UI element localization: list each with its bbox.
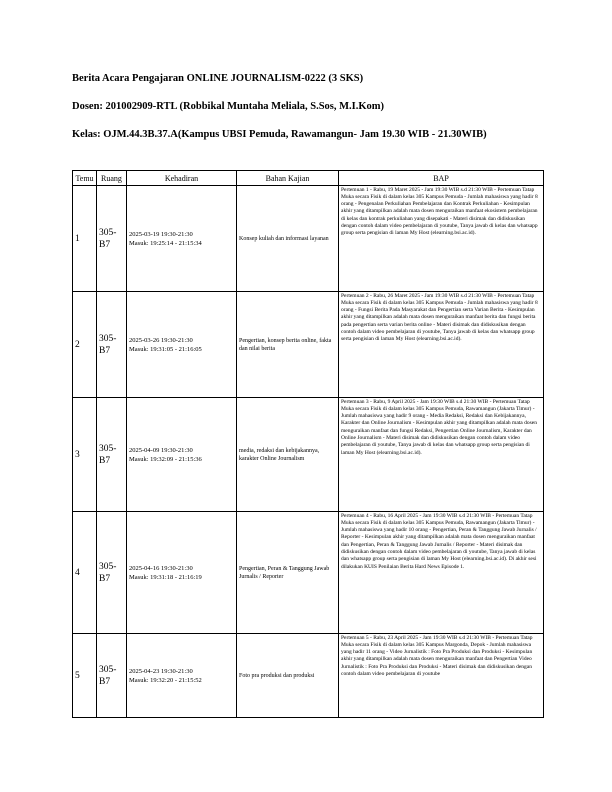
bap-text: Pertemuan 4 - Rabu, 16 April 2025 - Jam 19:30 WIB s.d 21:30 WIB - Pertemuan Tatap Muka secara Fisik di dalam kelas 305 Kampus Pemuda, Rawamangun (Jakarta Timur) - Jumlah mahasiswa yang hadir 10 orang - Pengertian, Peran & Tanggung Jawab Jurnalis / Reporter - Kesimpulan akhir yang ditampilkan adalah mata dosen menguraikan manfaat dan Pengertian, Peran & Tanggung Jawab Jurnalis / Reporter - Materi disimak dan didiskusikan dengan contoh dalam video pembelajaran di youtube, Tanya jawab di kelas dan whatsapp group serta pengisian di laman My Host (elearning.bsi.ac.id). Di akhir sesi dilakukan KUIS Penilaian Berita Hard News Episode 1. <box>341 512 537 570</box>
col-header-kehadiran: Kehadiran <box>127 171 237 186</box>
table-row <box>73 634 544 718</box>
schedule-time: 2025-04-16 19:30-21:30 <box>129 564 193 572</box>
cell-temu: 5 <box>73 634 97 718</box>
bap-text: Pertemuan 5 - Rabu, 23 April 2025 - Jam 19:30 WIB s.d 21:30 WIB - Pertemuan Tatap Muka secara Fisik di dalam kelas 305 Kampus Margonda, Depok - Jumlah mahasiswa yang hadir 11 orang - Video Jurnalistik : Foto Pra Produksi dan Produksi - Kesimpulan akhir yang ditampilkan adalah mata dosen menguraikan manfaat dan Pengertian Video Jurnalistik : Foto Pra Produksi dan Produksi - Materi disimak dan didiskusikan dengan contoh dalam video pembelajaran di youtube <box>341 634 533 677</box>
schedule-time: 2025-03-19 19:30-21:30 <box>129 230 193 238</box>
cell-ruang: 305-B7 <box>97 512 127 634</box>
cell-temu: 2 <box>73 292 97 398</box>
table-header-row <box>73 171 544 186</box>
cell-kehadiran <box>127 512 237 634</box>
cell-bap <box>339 186 544 292</box>
cell-bahan-kajian: Pengertian, konsep berita online, fakta dan nilai berita <box>237 292 339 398</box>
cell-ruang: 305-B7 <box>97 186 127 292</box>
schedule-time: 2025-04-09 19:30-21:30 <box>129 446 193 454</box>
cell-bahan-kajian: Pengertian, Peran & Tanggung Jawab Jurnalis / Reporter <box>237 512 339 634</box>
cell-kehadiran <box>127 292 237 398</box>
document-title: Berita Acara Pengajaran ONLINE JOURNALISM-0222 (3 SKS) <box>72 73 364 84</box>
cell-kehadiran <box>127 634 237 718</box>
cell-kehadiran <box>127 398 237 512</box>
cell-ruang: 305-B7 <box>97 634 127 718</box>
cell-bahan-kajian: media, redaksi dan kebijakannya, karakter Online Journalism <box>237 398 339 512</box>
schedule-time: 2025-04-23 19:30-21:30 <box>129 667 193 675</box>
col-header-ruang: Ruang <box>97 171 127 186</box>
bap-text: Pertemuan 1 - Rabu, 19 Maret 2025 - Jam 19:30 WIB s.d 21:30 WIB - Pertemuan Tatap Muka secara Fisik di dalam kelas 305 Kampus Pemuda - Jumlah mahasiswa yang hadir 8 orang - Pengenalan Perkuliahan Pembelajaran dan Kontrak Perkuliahan - Kesimpulan akhir yang ditampilkan adalah mata dosen menguraikan manfaat ekosistem pembelajaran di kelas dan kontrak perkuliahan yang disepakati - Materi disimak dan didiskusikan dengan contoh dalam video pembelajaran di youtube, Tanya jawab di kelas dan whatsapp group serta pengisian di laman My Host (elearning.bsi.ac.id). <box>341 186 538 237</box>
attendance-time: Masuk: 19:31:18 - 21:16:19 <box>129 573 202 581</box>
cell-bahan-kajian: Konsep kuliah dan informasi layanan <box>237 186 339 292</box>
col-header-bahan-kajian: Bahan Kajian <box>237 171 339 186</box>
col-header-temu: Temu <box>73 171 97 186</box>
schedule-time: 2025-03-26 19:30-21:30 <box>129 336 193 344</box>
class-line: Kelas: OJM.44.3B.37.A(Kampus UBSI Pemuda, Rawamangun- Jam 19.30 WIB - 21.30WIB) <box>72 129 487 140</box>
cell-ruang: 305-B7 <box>97 398 127 512</box>
cell-bahan-kajian: Foto pra produksi dan produksi <box>237 634 339 718</box>
bap-table <box>72 170 544 718</box>
cell-bap <box>339 398 544 512</box>
attendance-time: Masuk: 19:31:05 - 21:16:05 <box>129 345 202 353</box>
cell-temu: 3 <box>73 398 97 512</box>
attendance-time: Masuk: 19:25:14 - 21:15:34 <box>129 239 202 247</box>
cell-temu: 1 <box>73 186 97 292</box>
cell-bap <box>339 292 544 398</box>
table-row <box>73 186 544 292</box>
bap-text: Pertemuan 3 - Rabu, 9 April 2025 - Jam 19:30 WIB s.d 21:30 WIB - Pertemuan Tatap Muka secara Fisik di dalam kelas 305 Kampus Pemuda, Rawamangun (Jakarta Timur) - Jumlah mahasiswa yang hadir 9 orang - Media Redaksi, Redaksi dan Kebijakannya, Karakter dan Online Journalism - Kesimpulan akhir yang ditampilkan adalah mata dosen menguraikan manfaat dan fungsi Redaksi, Pengertian Online Journalism, Karakter dan Online Journalism - Materi disimak dan didiskusikan dengan contoh dalam video pembelajaran di youtube, Tanya jawab di kelas dan whatsapp group serta pengisian di laman My Host (elearning.bsi.ac.id). <box>341 398 537 456</box>
attendance-time: Masuk: 19:32:20 - 21:15:52 <box>129 676 202 684</box>
table-row <box>73 398 544 512</box>
col-header-bap: BAP <box>339 171 544 186</box>
lecturer-line: Dosen: 201002909-RTL (Robbikal Muntaha Meliala, S.Sos, M.I.Kom) <box>72 101 385 112</box>
cell-kehadiran <box>127 186 237 292</box>
attendance-time: Masuk: 19:32:09 - 21:15:36 <box>129 455 202 463</box>
cell-bap <box>339 634 544 718</box>
table-row <box>73 292 544 398</box>
table-row <box>73 512 544 634</box>
cell-temu: 4 <box>73 512 97 634</box>
cell-ruang: 305-B7 <box>97 292 127 398</box>
cell-bap <box>339 512 544 634</box>
bap-text: Pertemuan 2 - Rabu, 26 Maret 2025 - Jam 19:30 WIB s.d 21:30 WIB - Pertemuan Tatap Muka secara Fisik di dalam kelas 305 Kampus Pemuda - Jumlah mahasiswa yang hadir 8 orang - Fungsi Berita Pada Masyarakat dan Pengertian serta Varian Berita - Kesimpulan akhir yang ditampilkan adalah mata dosen menguraikan manfaat berita dan fungsi berita pada pengertian serta varian berita online - Materi disimak dan didiskusikan dengan contoh dalam video pembelajaran di youtube, Tanya jawab di kelas dan whatsapp group serta pengisian di laman My Host (elearning.bsi.ac.id). <box>341 292 538 343</box>
